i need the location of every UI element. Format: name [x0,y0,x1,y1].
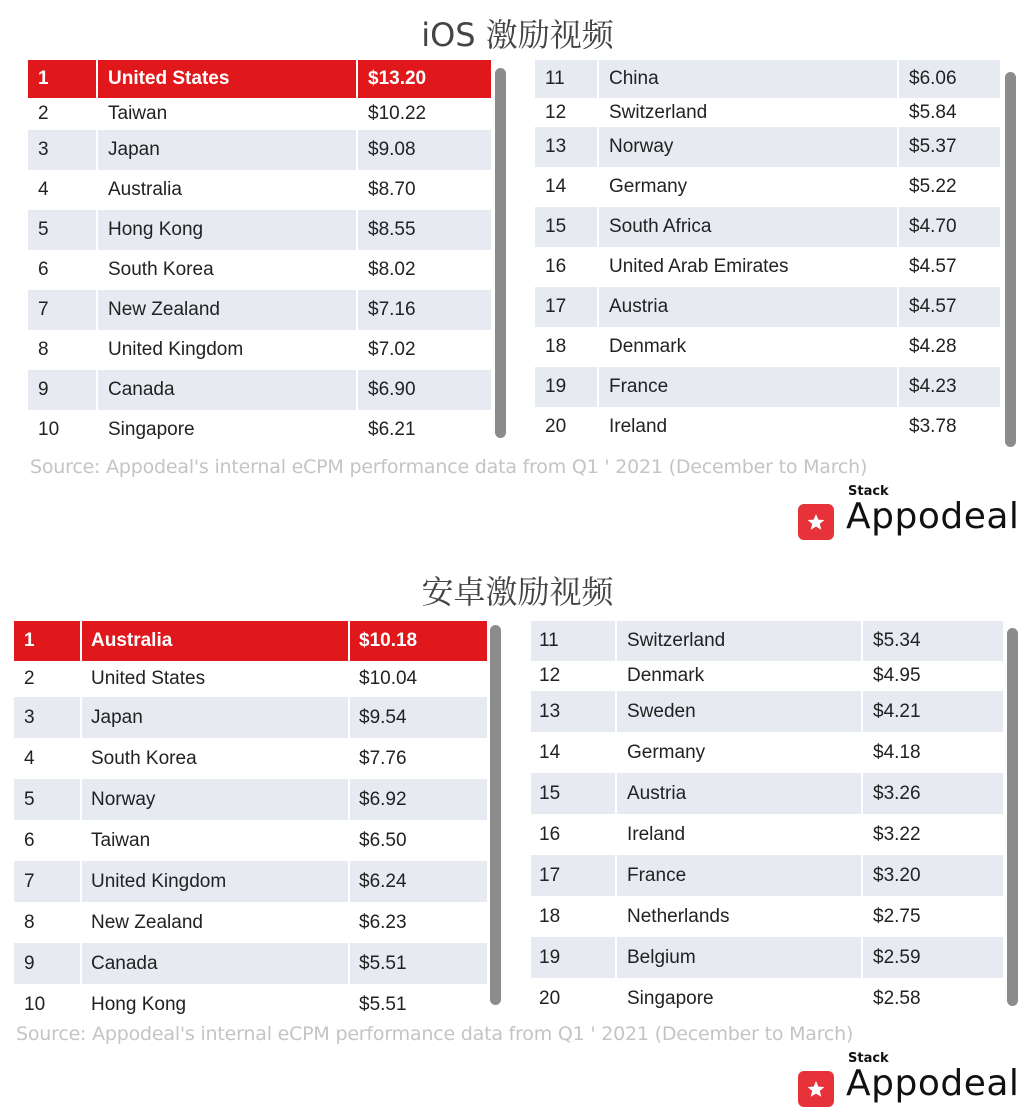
table-row [531,896,1003,937]
ecpm-cell: $6.24 [348,861,487,902]
rank-cell: 4 [24,747,35,769]
android-source-note: Source: Appodeal's internal eCPM performance data from Q1 ' 2021 (December to March) [16,1023,854,1045]
country-cell: Switzerland [597,98,897,127]
ecpm-cell: $6.50 [348,820,487,861]
rank-cell: 17 [545,296,567,317]
country-cell: Denmark [597,327,897,367]
rank-cell: 18 [545,336,567,357]
country-cell: France [615,855,861,896]
ecpm-cell: $10.22 [356,98,491,130]
rank-cell: 14 [545,176,567,197]
ecpm-cell: $4.95 [861,661,1003,691]
brand-stack-label: Stack [848,1051,889,1066]
country-cell: Switzerland [615,621,861,661]
table-row [28,130,491,170]
country-cell: United States [96,60,356,98]
country-cell: Austria [597,287,897,327]
ecpm-cell: $6.23 [348,902,487,943]
rank-cell: 12 [545,101,567,123]
ios-left-scrollbar[interactable] [495,68,506,438]
table-row [28,250,491,290]
table-row [14,902,487,943]
table-row [14,661,487,697]
android-brand-logo [798,1051,1028,1117]
android-table-left [14,621,487,1025]
ecpm-cell: $4.28 [897,327,1000,367]
table-row [531,978,1003,1019]
country-cell: Hong Kong [96,210,356,250]
country-cell: Australia [96,170,356,210]
country-cell: Denmark [615,661,861,691]
country-cell: Norway [80,779,348,820]
country-cell: Japan [96,130,356,170]
country-cell: South Africa [597,207,897,247]
country-cell: Taiwan [80,820,348,861]
rank-cell: 15 [545,216,567,237]
rank-cell: 1 [24,630,35,651]
rank-cell: 2 [24,668,35,689]
table-row [14,984,487,1025]
ios-title: iOS 激励视频 [421,16,614,54]
ecpm-cell: $6.90 [356,370,491,410]
ecpm-cell: $3.78 [897,407,1000,447]
country-cell: South Korea [96,250,356,290]
ecpm-cell: $2.58 [861,978,1003,1019]
table-row [535,60,1000,98]
table-row [535,287,1000,327]
country-cell: Singapore [615,978,861,1019]
ecpm-cell: $6.21 [356,410,491,450]
ecpm-cell: $5.37 [897,127,1000,167]
country-cell: Singapore [96,410,356,450]
rank-cell: 20 [539,987,561,1009]
country-cell: Austria [615,773,861,814]
table-row [535,247,1000,287]
ecpm-cell: $4.57 [897,287,1000,327]
rank-cell: 10 [24,993,46,1015]
ecpm-cell: $10.04 [348,661,487,697]
table-row [28,210,491,250]
table-row [535,167,1000,207]
rank-cell: 6 [38,259,49,280]
rank-cell: 9 [24,952,35,974]
rank-cell: 3 [38,139,49,160]
ecpm-cell: $4.57 [897,247,1000,287]
country-cell: Germany [615,732,861,773]
android-title: 安卓激励视频 [421,573,614,611]
rank-cell: 4 [38,179,49,200]
table-row [535,127,1000,167]
rank-cell: 5 [24,788,35,810]
table-row [28,290,491,330]
country-cell: Ireland [615,814,861,855]
ecpm-cell: $9.08 [356,130,491,170]
table-row [531,691,1003,732]
country-cell: Canada [80,943,348,984]
ecpm-cell: $3.26 [861,773,1003,814]
rank-cell: 9 [38,379,49,400]
country-cell: Canada [96,370,356,410]
rank-cell: 16 [539,823,561,845]
country-cell: United Kingdom [96,330,356,370]
ios-brand-logo [798,484,1028,550]
country-cell: New Zealand [96,290,356,330]
table-row [535,327,1000,367]
country-cell: Ireland [597,407,897,447]
ecpm-cell: $7.16 [356,290,491,330]
rank-cell: 11 [545,68,565,89]
table-row [28,410,491,450]
ecpm-cell: $3.22 [861,814,1003,855]
rank-cell: 13 [539,700,561,722]
ecpm-cell: $2.59 [861,937,1003,978]
table-row [531,855,1003,896]
rank-cell: 8 [24,911,35,933]
ecpm-cell: $5.84 [897,98,1000,127]
rank-cell: 12 [539,665,561,686]
country-cell: Norway [597,127,897,167]
rank-cell: 7 [24,870,35,892]
ecpm-cell: $6.06 [897,60,1000,98]
rank-cell: 8 [38,339,49,360]
ecpm-cell: $4.70 [897,207,1000,247]
rank-cell: 19 [539,946,561,968]
table-row-top [14,621,487,661]
country-cell: China [597,60,897,98]
rank-cell: 14 [539,741,561,763]
ecpm-cell: $3.20 [861,855,1003,896]
ecpm-cell: $5.51 [348,984,487,1025]
ecpm-cell: $10.18 [348,621,487,661]
table-row [28,370,491,410]
country-cell: United Kingdom [80,861,348,902]
rank-cell: 13 [545,136,567,157]
android-right-scrollbar[interactable] [1007,628,1018,1006]
rank-cell: 19 [545,376,567,397]
rank-cell: 16 [545,256,567,277]
star-icon [798,504,834,540]
rank-cell: 7 [38,299,49,320]
ecpm-cell: $8.02 [356,250,491,290]
rank-cell: 18 [539,905,561,927]
star-icon [798,1071,834,1107]
table-row [14,943,487,984]
table-row [535,367,1000,407]
rank-cell: 5 [38,219,49,240]
country-cell: Germany [597,167,897,207]
ecpm-cell: $8.70 [356,170,491,210]
country-cell: United States [80,661,348,697]
table-row [14,697,487,738]
country-cell: United Arab Emirates [597,247,897,287]
country-cell: New Zealand [80,902,348,943]
country-cell: Australia [80,621,348,661]
country-cell: Taiwan [96,98,356,130]
ecpm-cell: $4.18 [861,732,1003,773]
rank-cell: 17 [539,864,561,886]
ios-table-right [535,60,1000,447]
brand-name: Appodeal [846,496,1020,537]
country-cell: Netherlands [615,896,861,937]
table-row [535,407,1000,447]
ios-table-left [28,60,491,450]
country-cell: Belgium [615,937,861,978]
ecpm-cell: $8.55 [356,210,491,250]
ecpm-cell: $6.92 [348,779,487,820]
rank-cell: 11 [539,630,559,651]
ecpm-cell: $9.54 [348,697,487,738]
table-row [535,98,1000,127]
table-row [531,814,1003,855]
rank-cell: 15 [539,782,561,804]
rank-cell: 6 [24,829,35,851]
rank-cell: 3 [24,706,35,728]
table-row [14,861,487,902]
table-row [531,732,1003,773]
ios-right-scrollbar[interactable] [1005,72,1016,447]
ecpm-cell: $4.21 [861,691,1003,732]
table-row [531,937,1003,978]
ecpm-cell: $2.75 [861,896,1003,937]
rank-cell: 10 [38,419,60,440]
brand-name: Appodeal [846,1063,1020,1104]
country-cell: Hong Kong [80,984,348,1025]
table-row [28,330,491,370]
table-row [531,773,1003,814]
table-row [14,779,487,820]
ecpm-cell: $7.76 [348,738,487,779]
rank-cell: 2 [38,103,49,124]
table-row [28,98,491,130]
brand-stack-label: Stack [848,484,889,499]
android-table-right [531,621,1003,1019]
ecpm-cell: $5.51 [348,943,487,984]
table-row [14,820,487,861]
country-cell: Sweden [615,691,861,732]
rank-cell: 20 [545,416,567,437]
android-left-scrollbar[interactable] [490,625,501,1005]
ecpm-cell: $4.23 [897,367,1000,407]
rank-cell: 1 [38,68,49,89]
table-row [531,661,1003,691]
ecpm-cell: $5.22 [897,167,1000,207]
ios-source-note: Source: Appodeal's internal eCPM performance data from Q1 ' 2021 (December to March) [30,456,868,478]
country-cell: France [597,367,897,407]
ecpm-cell: $5.34 [861,621,1003,661]
country-cell: Japan [80,697,348,738]
country-cell: South Korea [80,738,348,779]
table-row [28,170,491,210]
table-row-top [28,60,491,98]
table-row [531,621,1003,661]
table-row [14,738,487,779]
ecpm-cell: $13.20 [356,60,491,98]
table-row [535,207,1000,247]
ecpm-cell: $7.02 [356,330,491,370]
